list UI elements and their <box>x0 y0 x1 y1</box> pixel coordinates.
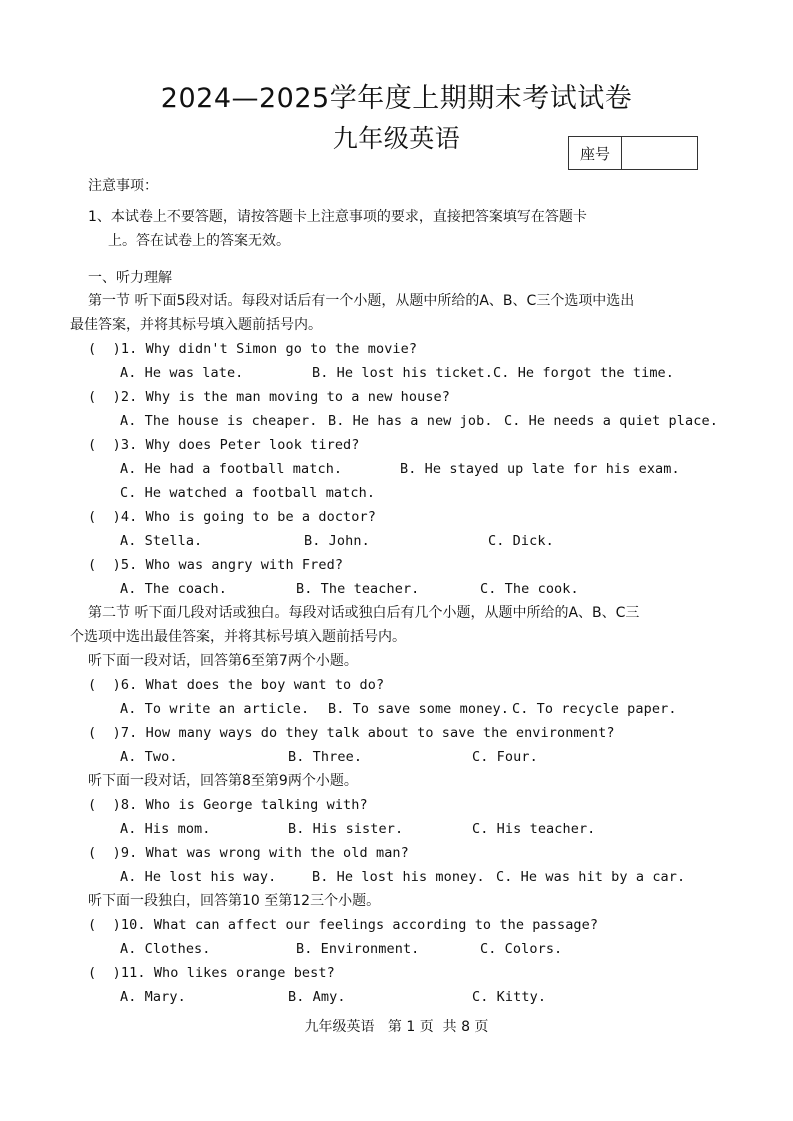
q5-option-a: A. The coach. <box>120 581 227 597</box>
section-title: 一、听力理解 <box>88 270 172 286</box>
q11-option-c: C. Kitty. <box>472 989 547 1005</box>
question-11: ( )11. Who likes orange best? <box>88 965 335 981</box>
question-7: ( )7. How many ways do they talk about to save the environment? <box>88 725 615 741</box>
q4-option-b: B. John. <box>304 533 370 549</box>
q10-option-b: B. Environment. <box>296 941 420 957</box>
question-8: ( )8. Who is George talking with? <box>88 797 368 813</box>
q7-option-b: B. Three. <box>288 749 363 765</box>
q10-option-a: A. Clothes. <box>120 941 211 957</box>
q8-option-c: C. His teacher. <box>472 821 596 837</box>
q11-option-b: B. Amy. <box>288 989 346 1005</box>
part2-instructions-2: 个选项中选出最佳答案，并将其标号填入题前括号内。 <box>70 629 406 645</box>
question-2: ( )2. Why is the man moving to a new house? <box>88 389 451 405</box>
q10-option-c: C. Colors. <box>480 941 563 957</box>
exam-title: 2024—2025学年度上期期末考试试卷 <box>160 83 633 114</box>
q3-option-c: C. He watched a football match. <box>120 485 376 501</box>
q7-option-a: A. Two. <box>120 749 178 765</box>
question-5: ( )5. Who was angry with Fred? <box>88 557 344 573</box>
q2-option-a: A. The house is cheaper. <box>120 413 318 429</box>
question-10: ( )10. What can affect our feelings according to the passage? <box>88 917 599 933</box>
seat-number-box <box>568 136 698 170</box>
part2-instructions-1: 第二节 听下面几段对话或独白。每段对话或独白后有几个小题，从题中所给的A、B、C三 <box>88 605 640 621</box>
intro-q8-q9: 听下面一段对话，回答第8至第9两个小题。 <box>88 773 358 789</box>
notes-line-2: 上。答在试卷上的答案无效。 <box>108 233 290 249</box>
question-4: ( )4. Who is going to be a doctor? <box>88 509 376 525</box>
q9-option-b: B. He lost his money. <box>312 869 485 885</box>
part1-instructions-2: 最佳答案，并将其标号填入题前括号内。 <box>70 317 322 333</box>
q6-option-b: B. To save some money. <box>328 701 510 717</box>
question-1: ( )1. Why didn't Simon go to the movie? <box>88 341 418 357</box>
question-3: ( )3. Why does Peter look tired? <box>88 437 360 453</box>
intro-q10-q12: 听下面一段独白，回答第10 至第12三个小题。 <box>88 893 381 909</box>
question-6: ( )6. What does the boy want to do? <box>88 677 385 693</box>
q2-option-b: B. He has a new job. <box>328 413 493 429</box>
notes-heading: 注意事项： <box>88 178 158 194</box>
q1-option-bc: B. He lost his ticket.C. He forgot the time. <box>312 365 675 381</box>
q8-option-a: A. His mom. <box>120 821 211 837</box>
notes-line-1: 1、本试卷上不要答题，请按答题卡上注意事项的要求，直接把答案填写在答题卡 <box>88 209 587 225</box>
q8-option-b: B. His sister. <box>288 821 404 837</box>
q9-option-a: A. He lost his way. <box>120 869 277 885</box>
q9-option-c: C. He was hit by a car. <box>496 869 686 885</box>
q1-option-a: A. He was late. <box>120 365 244 381</box>
q7-option-c: C. Four. <box>472 749 538 765</box>
page-footer: 九年级英语 第 1 页 共 8 页 <box>304 1019 489 1035</box>
q3-option-a: A. He had a football match. <box>120 461 343 477</box>
q6-option-c: C. To recycle paper. <box>512 701 677 717</box>
question-9: ( )9. What was wrong with the old man? <box>88 845 409 861</box>
q5-option-c: C. The cook. <box>480 581 579 597</box>
q4-option-a: A. Stella. <box>120 533 203 549</box>
q2-option-c: C. He needs a quiet place. <box>504 413 718 429</box>
part1-instructions-1: 第一节 听下面5段对话。每段对话后有一个小题，从题中所给的A、B、C三个选项中选出 <box>88 293 635 309</box>
seat-number-field[interactable] <box>622 137 697 169</box>
exam-subject: 九年级英语 <box>332 124 461 153</box>
q6-option-a: A. To write an article. <box>120 701 310 717</box>
q3-option-b: B. He stayed up late for his exam. <box>400 461 680 477</box>
seat-number-label: 座号 <box>569 137 622 169</box>
q5-option-b: B. The teacher. <box>296 581 420 597</box>
q4-option-c: C. Dick. <box>488 533 554 549</box>
q11-option-a: A. Mary. <box>120 989 186 1005</box>
intro-q6-q7: 听下面一段对话，回答第6至第7两个小题。 <box>88 653 358 669</box>
